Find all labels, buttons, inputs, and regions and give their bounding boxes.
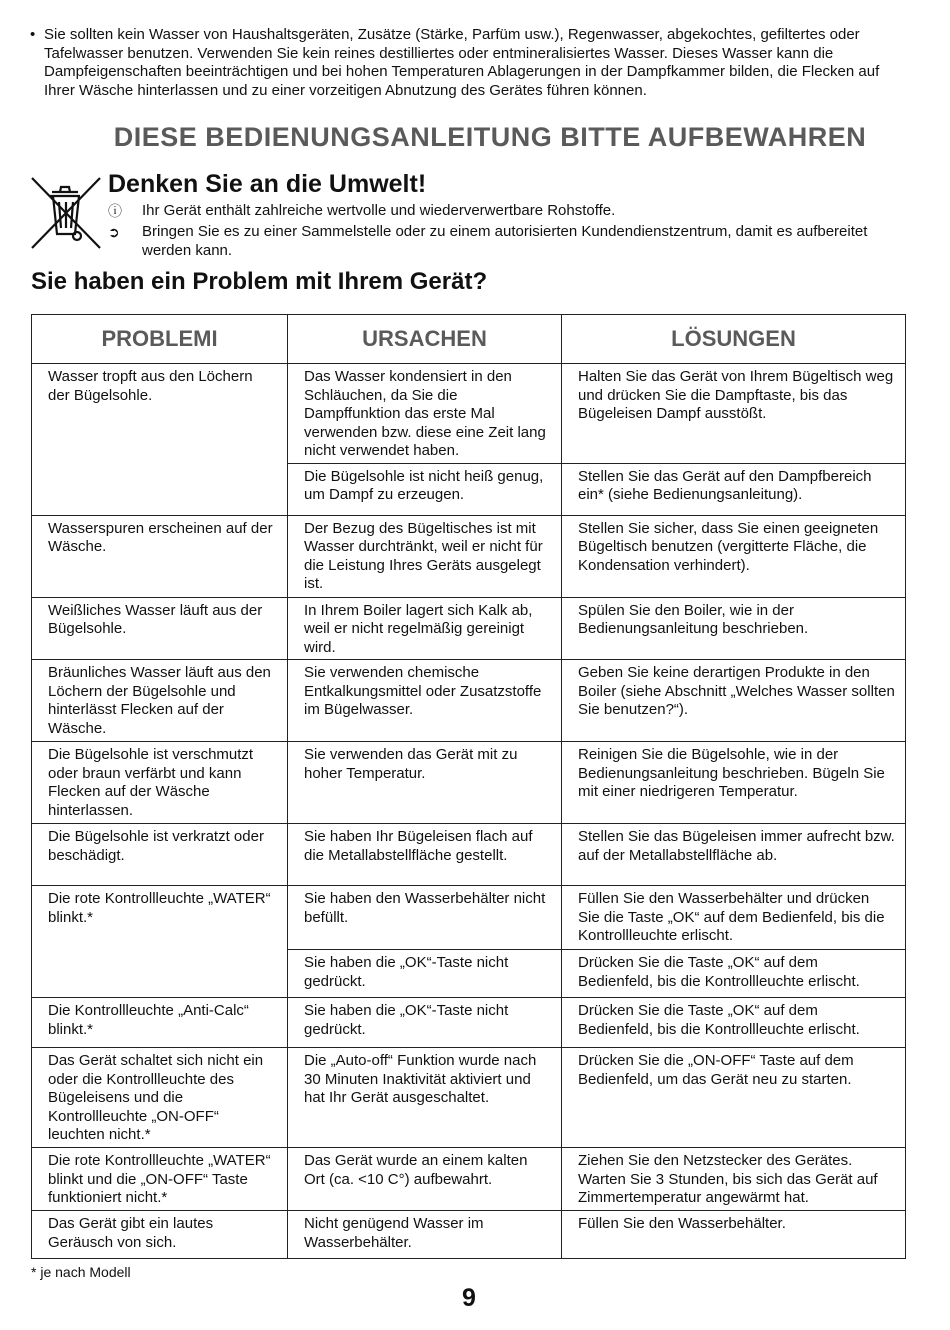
cause-cell: Nicht genügend Wasser im Wasserbehälter. [288,1211,562,1259]
column-header-problems: PROBLEMI [32,315,288,364]
problem-cell: Die rote Kontrollleuchte „WATER“ blinkt.* [32,886,288,998]
table-row [32,742,906,824]
problem-cell: Das Gerät schaltet sich nicht ein oder die Kontrollleuchte des Bügeleisens und die Kontrollleuchte „ON-OFF“ leuchten nicht.* [32,1048,288,1148]
cause-cell: Sie haben den Wasserbehälter nicht befüllt. [288,886,562,950]
cause-cell: Sie haben die „OK“-Taste nicht gedrückt. [288,950,562,998]
table-header-row [32,315,906,364]
cause-cell: In Ihrem Boiler lagert sich Kalk ab, weil er nicht regelmäßig gereinigt wird. [288,597,562,660]
table-row [32,886,906,950]
solution-cell: Spülen Sie den Boiler, wie in der Bedienungsanleitung beschrieben. [562,597,906,660]
solution-cell: Geben Sie keine derartigen Produkte in den Boiler (siehe Abschnitt „Welches Wasser sollten Sie benutzen?“). [562,660,906,742]
info-icon: ⓘ [108,203,122,219]
table-row [32,1148,906,1211]
solution-cell: Füllen Sie den Wasserbehälter. [562,1211,906,1259]
environment-heading: Denken Sie an die Umwelt! [108,170,427,198]
table-row [32,597,906,660]
cause-cell: Die „Auto-off“ Funktion wurde nach 30 Minuten Inaktivität aktiviert und hat Ihr Gerät ausgeschaltet. [288,1048,562,1148]
environment-info-row [108,202,908,221]
problem-cell: Wasserspuren erscheinen auf der Wäsche. [32,515,288,597]
problem-cell: Die Bügelsohle ist verschmutzt oder braun verfärbt und kann Flecken auf der Wäsche hinterlassen. [32,742,288,824]
arrow-icon: ➲ [108,224,120,240]
problem-cell: Die rote Kontrollleuchte „WATER“ blinkt und die „ON-OFF“ Taste funktioniert nicht.* [32,1148,288,1211]
troubleshooting-table [31,314,906,1259]
table-row [32,1048,906,1148]
solution-cell: Ziehen Sie den Netzstecker des Gerätes. Warten Sie 3 Stunden, bis sich das Gerät auf Zimmertemperatur angewärmt hat. [562,1148,906,1211]
cause-cell: Das Gerät wurde an einem kalten Ort (ca. <10 C°) aufbewahrt. [288,1148,562,1211]
solution-cell: Halten Sie das Gerät von Ihrem Bügeltisch weg und drücken Sie die Dampftaste, bis das Bügeleisen Dampf ausstößt. [562,364,906,464]
cause-cell: Der Bezug des Bügeltisches ist mit Wasser durchtränkt, weil er nicht für die Leistung Ihres Geräts ausgelegt ist. [288,515,562,597]
solution-cell: Stellen Sie sicher, dass Sie einen geeigneten Bügeltisch benutzen (vergitterte Fläche, die Kondensation verhindert). [562,515,906,597]
table-row [32,1211,906,1259]
solution-cell: Drücken Sie die Taste „OK“ auf dem Bedienfeld, bis die Kontrollleuchte erlischt. [562,998,906,1048]
cause-cell: Sie verwenden chemische Entkalkungsmittel oder Zusatzstoffe im Bügelwasser. [288,660,562,742]
solution-cell: Drücken Sie die „ON-OFF“ Taste auf dem Bedienfeld, um das Gerät neu zu starten. [562,1048,906,1148]
crossed-out-wheelie-bin-icon [28,172,104,252]
column-header-causes: URSACHEN [288,315,562,364]
table-row [32,998,906,1048]
water-warning-text: Sie sollten kein Wasser von Haushaltsgeräten, Zusätze (Stärke, Parfüm usw.), Regenwasser, abgekochtes, gefiltertes oder Tafelwasser benutzen. Verwenden Sie kein reines destilliertes oder entmineralisiertes Wasser. Dieses Wasser kann die Dampfeigenschaften beeinträchtigen und bei hohen Temperaturen Ablagerungen in der Dampfkammer bilden, die Flecken auf Ihrer Wäsche hinterlassen und zu einer vorzeitigen Abnutzung des Gerätes führen können. [44,26,880,99]
cause-cell: Sie verwenden das Gerät mit zu hoher Temperatur. [288,742,562,824]
cause-cell: Sie haben Ihr Bügeleisen flach auf die Metallabstellfläche gestellt. [288,824,562,886]
solution-cell: Drücken Sie die Taste „OK“ auf dem Bedienfeld, bis die Kontrollleuchte erlischt. [562,950,906,998]
environment-action-text: Bringen Sie es zu einer Sammelstelle oder zu einem autorisierten Kundendienstzentrum, damit es aufbereitet werden kann. [142,223,868,259]
environment-action-row [108,223,908,260]
problem-cell: Wasser tropft aus den Löchern der Bügelsohle. [32,364,288,516]
table-row [32,364,906,464]
cause-cell: Die Bügelsohle ist nicht heiß genug, um Dampf zu erzeugen. [288,463,562,515]
bullet-icon: • [30,26,36,43]
solution-cell: Füllen Sie den Wasserbehälter und drücken Sie die Taste „OK“ auf dem Bedienfeld, bis die Kontrollleuchte erlischt. [562,886,906,950]
environment-info-text: Ihr Gerät enthält zahlreiche wertvolle und wiederverwertbare Rohstoffe. [142,202,616,219]
footnote: * je nach Modell [31,1264,131,1280]
troubleshooting-heading: Sie haben ein Problem mit Ihrem Gerät? [31,268,488,295]
column-header-solutions: LÖSUNGEN [562,315,906,364]
keep-manual-heading: DIESE BEDIENUNGSANLEITUNG BITTE AUFBEWAHREN [113,122,867,152]
problem-cell: Bräunliches Wasser läuft aus den Löchern der Bügelsohle und hinterlässt Flecken auf der Wäsche. [32,660,288,742]
water-warning-paragraph [30,26,910,100]
cause-cell: Das Wasser kondensiert in den Schläuchen, da Sie die Dampffunktion das erste Mal verwenden bzw. diese eine Zeit lang nicht verwendet haben. [288,364,562,464]
problem-cell: Weißliches Wasser läuft aus der Bügelsohle. [32,597,288,660]
cause-cell: Sie haben die „OK“-Taste nicht gedrückt. [288,998,562,1048]
problem-cell: Die Bügelsohle ist verkratzt oder beschädigt. [32,824,288,886]
problem-cell: Das Gerät gibt ein lautes Geräusch von sich. [32,1211,288,1259]
table-row [32,824,906,886]
page-number: 9 [462,1284,476,1312]
problem-cell: Die Kontrollleuchte „Anti-Calc“ blinkt.* [32,998,288,1048]
table-row [32,660,906,742]
solution-cell: Stellen Sie das Bügeleisen immer aufrecht bzw. auf der Metallabstellfläche ab. [562,824,906,886]
solution-cell: Reinigen Sie die Bügelsohle, wie in der Bedienungsanleitung beschrieben. Bügeln Sie mit einer niedrigeren Temperatur. [562,742,906,824]
table-row [32,515,906,597]
solution-cell: Stellen Sie das Gerät auf den Dampfbereich ein* (siehe Bedienungsanleitung). [562,463,906,515]
